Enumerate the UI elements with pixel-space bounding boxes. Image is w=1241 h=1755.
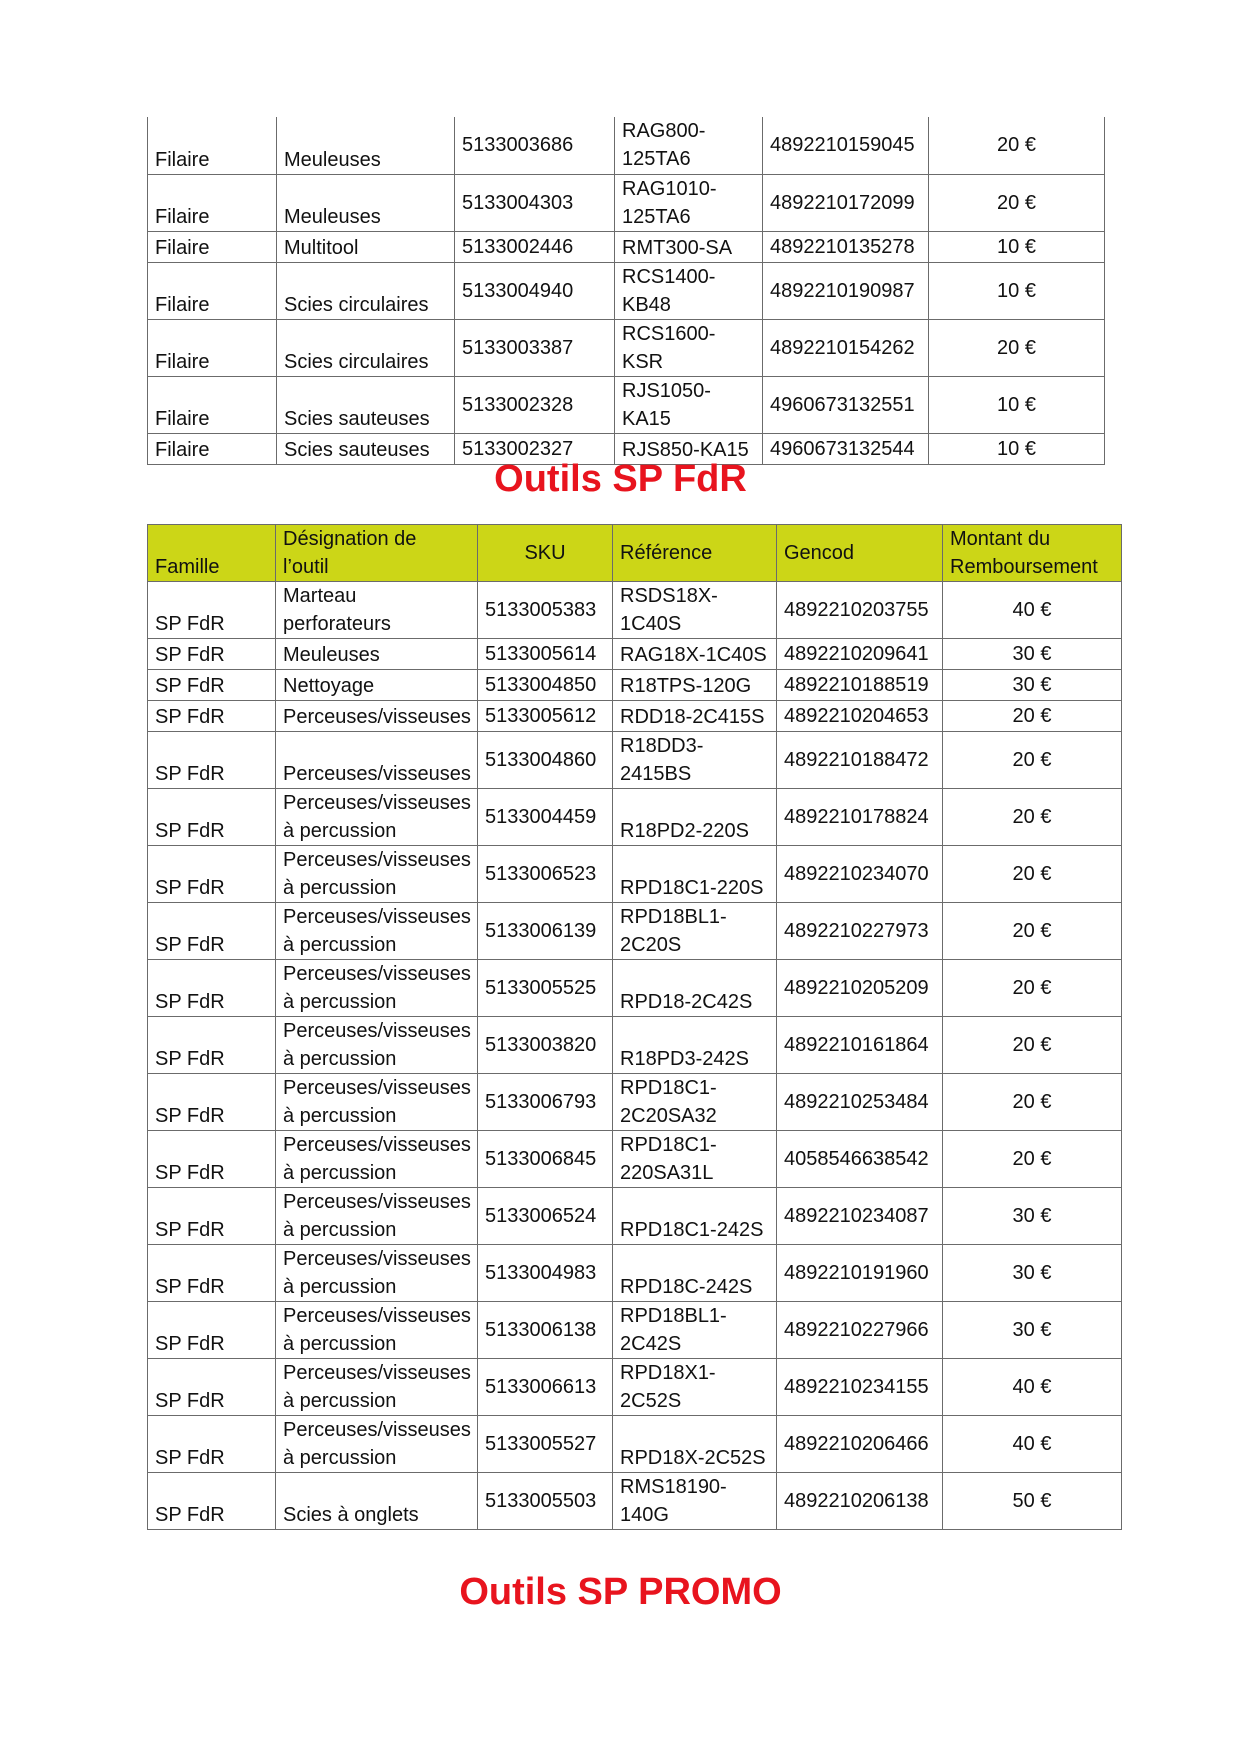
cell-gencod: 4892210178824: [777, 789, 943, 846]
cell-famille: SP FdR: [148, 1017, 276, 1074]
cell-reference: RPD18-2C42S: [613, 960, 777, 1017]
cell-gencod: 4892210234070: [777, 846, 943, 903]
cell-gencod: 4892210227973: [777, 903, 943, 960]
cell-designation: Scies à onglets: [276, 1473, 478, 1530]
table-row: [148, 1359, 1122, 1416]
table-row: [148, 262, 1105, 319]
cell-gencod: 4892210203755: [777, 582, 943, 639]
cell-gencod: 4892210172099: [763, 174, 929, 231]
cell-sku: 5133006524: [478, 1188, 613, 1245]
cell-sku: 5133005503: [478, 1473, 613, 1530]
cell-sku: 5133002327: [455, 433, 615, 464]
cell-designation: Perceuses/visseuses: [276, 732, 478, 789]
cell-famille: SP FdR: [148, 1473, 276, 1530]
cell-gencod: 4960673132544: [763, 433, 929, 464]
cell-montant: 20 €: [929, 117, 1105, 174]
cell-famille: SP FdR: [148, 1188, 276, 1245]
cell-gencod: 4058546638542: [777, 1131, 943, 1188]
cell-sku: 5133002446: [455, 231, 615, 262]
cell-montant: 10 €: [929, 376, 1105, 433]
cell-sku: 5133003820: [478, 1017, 613, 1074]
cell-designation: Perceuses/visseuses à percussion: [276, 1302, 478, 1359]
cell-gencod: 4892210206466: [777, 1416, 943, 1473]
table-row: [148, 701, 1122, 732]
cell-famille: SP FdR: [148, 582, 276, 639]
cell-reference: RPD18C-242S: [613, 1245, 777, 1302]
cell-montant: 10 €: [929, 231, 1105, 262]
cell-gencod: 4892210204653: [777, 701, 943, 732]
cell-famille: Filaire: [148, 319, 277, 376]
filaire-table-body: [148, 117, 1105, 464]
table-row: [148, 582, 1122, 639]
cell-designation: Scies circulaires: [277, 319, 455, 376]
cell-designation: Scies circulaires: [277, 262, 455, 319]
cell-famille: Filaire: [148, 231, 277, 262]
cell-montant: 20 €: [943, 732, 1122, 789]
cell-sku: 5133006523: [478, 846, 613, 903]
cell-reference: RAG800- 125TA6: [615, 117, 763, 174]
cell-sku: 5133005614: [478, 639, 613, 670]
cell-montant: 20 €: [929, 319, 1105, 376]
table-row: [148, 960, 1122, 1017]
table-row: [148, 117, 1105, 174]
cell-reference: RPD18C1- 2C20SA32: [613, 1074, 777, 1131]
cell-reference: RPD18C1-242S: [613, 1188, 777, 1245]
cell-designation: Perceuses/visseuses à percussion: [276, 1131, 478, 1188]
cell-sku: 5133003686: [455, 117, 615, 174]
cell-sku: 5133004303: [455, 174, 615, 231]
cell-gencod: 4892210190987: [763, 262, 929, 319]
cell-montant: 20 €: [943, 1017, 1122, 1074]
cell-designation: Meuleuses: [277, 117, 455, 174]
cell-designation: Perceuses/visseuses à percussion: [276, 1188, 478, 1245]
cell-designation: Meuleuses: [277, 174, 455, 231]
cell-gencod: 4892210253484: [777, 1074, 943, 1131]
cell-gencod: 4892210234155: [777, 1359, 943, 1416]
cell-famille: Filaire: [148, 174, 277, 231]
cell-gencod: 4892210161864: [777, 1017, 943, 1074]
cell-reference: R18DD3- 2415BS: [613, 732, 777, 789]
cell-montant: 30 €: [943, 639, 1122, 670]
cell-reference: RPD18BL1- 2C42S: [613, 1302, 777, 1359]
cell-designation: Perceuses/visseuses à percussion: [276, 1245, 478, 1302]
header-reference: Référence: [613, 525, 777, 582]
table-row: [148, 789, 1122, 846]
cell-gencod: 4892210206138: [777, 1473, 943, 1530]
cell-reference: RJS1050-KA15: [615, 376, 763, 433]
cell-famille: SP FdR: [148, 1416, 276, 1473]
cell-sku: 5133003387: [455, 319, 615, 376]
table-row: [148, 1473, 1122, 1530]
cell-famille: SP FdR: [148, 960, 276, 1017]
cell-sku: 5133004850: [478, 670, 613, 701]
cell-famille: SP FdR: [148, 639, 276, 670]
table-row: [148, 1131, 1122, 1188]
cell-reference: RSDS18X-1C40S: [613, 582, 777, 639]
cell-sku: 5133005612: [478, 701, 613, 732]
cell-sku: 5133004860: [478, 732, 613, 789]
cell-designation: Marteau perforateurs: [276, 582, 478, 639]
cell-famille: SP FdR: [148, 789, 276, 846]
cell-sku: 5133004459: [478, 789, 613, 846]
cell-reference: R18TPS-120G: [613, 670, 777, 701]
filaire-table: [147, 117, 1105, 465]
cell-montant: 30 €: [943, 670, 1122, 701]
cell-sku: 5133006139: [478, 903, 613, 960]
cell-designation: Scies sauteuses: [277, 376, 455, 433]
table-row: [148, 174, 1105, 231]
header-sku: SKU: [478, 525, 613, 582]
cell-famille: SP FdR: [148, 903, 276, 960]
cell-gencod: 4892210154262: [763, 319, 929, 376]
cell-designation: Perceuses/visseuses à percussion: [276, 1074, 478, 1131]
cell-montant: 20 €: [943, 701, 1122, 732]
cell-reference: RCS1600-KSR: [615, 319, 763, 376]
cell-designation: Perceuses/visseuses: [276, 701, 478, 732]
cell-sku: 5133006845: [478, 1131, 613, 1188]
cell-gencod: 4892210227966: [777, 1302, 943, 1359]
cell-montant: 10 €: [929, 433, 1105, 464]
cell-sku: 5133006138: [478, 1302, 613, 1359]
cell-reference: RDD18-2C415S: [613, 701, 777, 732]
cell-gencod: 4892210188519: [777, 670, 943, 701]
cell-reference: RPD18X1-2C52S: [613, 1359, 777, 1416]
cell-reference: RPD18C1-220S: [613, 846, 777, 903]
cell-designation: Meuleuses: [276, 639, 478, 670]
cell-sku: 5133005383: [478, 582, 613, 639]
header-gencod: Gencod: [777, 525, 943, 582]
header-famille: Famille: [148, 525, 276, 582]
cell-reference: RAG18X-1C40S: [613, 639, 777, 670]
cell-designation: Scies sauteuses: [277, 433, 455, 464]
cell-gencod: 4892210135278: [763, 231, 929, 262]
cell-sku: 5133002328: [455, 376, 615, 433]
cell-reference: RCS1400- KB48: [615, 262, 763, 319]
cell-montant: 20 €: [943, 1074, 1122, 1131]
cell-montant: 30 €: [943, 1302, 1122, 1359]
cell-reference: RPD18C1- 220SA31L: [613, 1131, 777, 1188]
cell-famille: Filaire: [148, 433, 277, 464]
cell-famille: SP FdR: [148, 1131, 276, 1188]
cell-gencod: 4892210188472: [777, 732, 943, 789]
table-row: [148, 376, 1105, 433]
cell-reference: RJS850-KA15: [615, 433, 763, 464]
cell-montant: 20 €: [943, 789, 1122, 846]
cell-reference: RPD18BL1- 2C20S: [613, 903, 777, 960]
cell-reference: R18PD2-220S: [613, 789, 777, 846]
cell-famille: SP FdR: [148, 1302, 276, 1359]
section-title-sp-fdr: Outils SP FdR: [494, 458, 747, 500]
cell-designation: Nettoyage: [276, 670, 478, 701]
cell-sku: 5133006613: [478, 1359, 613, 1416]
cell-montant: 30 €: [943, 1245, 1122, 1302]
cell-famille: SP FdR: [148, 670, 276, 701]
table-row: [148, 1074, 1122, 1131]
cell-montant: 50 €: [943, 1473, 1122, 1530]
cell-reference: R18PD3-242S: [613, 1017, 777, 1074]
cell-designation: Perceuses/visseuses à percussion: [276, 1017, 478, 1074]
cell-famille: SP FdR: [148, 1245, 276, 1302]
cell-montant: 40 €: [943, 582, 1122, 639]
section-title-sp-promo: Outils SP PROMO: [459, 1571, 782, 1613]
cell-montant: 20 €: [943, 960, 1122, 1017]
table-header-row: [148, 525, 1122, 582]
table-row: [148, 1302, 1122, 1359]
table-row: [148, 1245, 1122, 1302]
table-row: [148, 1017, 1122, 1074]
cell-reference: RMT300-SA: [615, 231, 763, 262]
cell-gencod: 4892210191960: [777, 1245, 943, 1302]
table-row: [148, 846, 1122, 903]
header-designation: Désignation de l’outil: [276, 525, 478, 582]
cell-gencod: 4892210209641: [777, 639, 943, 670]
cell-reference: RMS18190- 140G: [613, 1473, 777, 1530]
cell-famille: SP FdR: [148, 732, 276, 789]
cell-reference: RAG1010- 125TA6: [615, 174, 763, 231]
cell-designation: Perceuses/visseuses à percussion: [276, 960, 478, 1017]
cell-montant: 20 €: [943, 846, 1122, 903]
table-row: [148, 670, 1122, 701]
table-row: [148, 1416, 1122, 1473]
cell-gencod: 4960673132551: [763, 376, 929, 433]
cell-famille: Filaire: [148, 262, 277, 319]
cell-sku: 5133005525: [478, 960, 613, 1017]
sp-fdr-table-body: [148, 582, 1122, 1530]
cell-designation: Perceuses/visseuses à percussion: [276, 1359, 478, 1416]
cell-famille: Filaire: [148, 376, 277, 433]
header-montant: Montant du Remboursement: [943, 525, 1122, 582]
table-row: [148, 639, 1122, 670]
cell-sku: 5133005527: [478, 1416, 613, 1473]
cell-montant: 30 €: [943, 1188, 1122, 1245]
cell-montant: 40 €: [943, 1416, 1122, 1473]
table-row: [148, 231, 1105, 262]
cell-sku: 5133004983: [478, 1245, 613, 1302]
table-row: [148, 903, 1122, 960]
cell-montant: 20 €: [943, 1131, 1122, 1188]
cell-famille: SP FdR: [148, 701, 276, 732]
cell-montant: 10 €: [929, 262, 1105, 319]
cell-famille: SP FdR: [148, 846, 276, 903]
cell-gencod: 4892210159045: [763, 117, 929, 174]
cell-gencod: 4892210234087: [777, 1188, 943, 1245]
cell-designation: Multitool: [277, 231, 455, 262]
sp-fdr-table: [147, 524, 1122, 1530]
cell-famille: Filaire: [148, 117, 277, 174]
cell-famille: SP FdR: [148, 1074, 276, 1131]
table-row: [148, 319, 1105, 376]
cell-sku: 5133006793: [478, 1074, 613, 1131]
table-row: [148, 732, 1122, 789]
cell-designation: Perceuses/visseuses à percussion: [276, 903, 478, 960]
table-row: [148, 1188, 1122, 1245]
cell-reference: RPD18X-2C52S: [613, 1416, 777, 1473]
cell-designation: Perceuses/visseuses à percussion: [276, 789, 478, 846]
cell-montant: 20 €: [943, 903, 1122, 960]
cell-designation: Perceuses/visseuses à percussion: [276, 846, 478, 903]
cell-designation: Perceuses/visseuses à percussion: [276, 1416, 478, 1473]
cell-famille: SP FdR: [148, 1359, 276, 1416]
cell-sku: 5133004940: [455, 262, 615, 319]
cell-montant: 40 €: [943, 1359, 1122, 1416]
cell-montant: 20 €: [929, 174, 1105, 231]
cell-gencod: 4892210205209: [777, 960, 943, 1017]
